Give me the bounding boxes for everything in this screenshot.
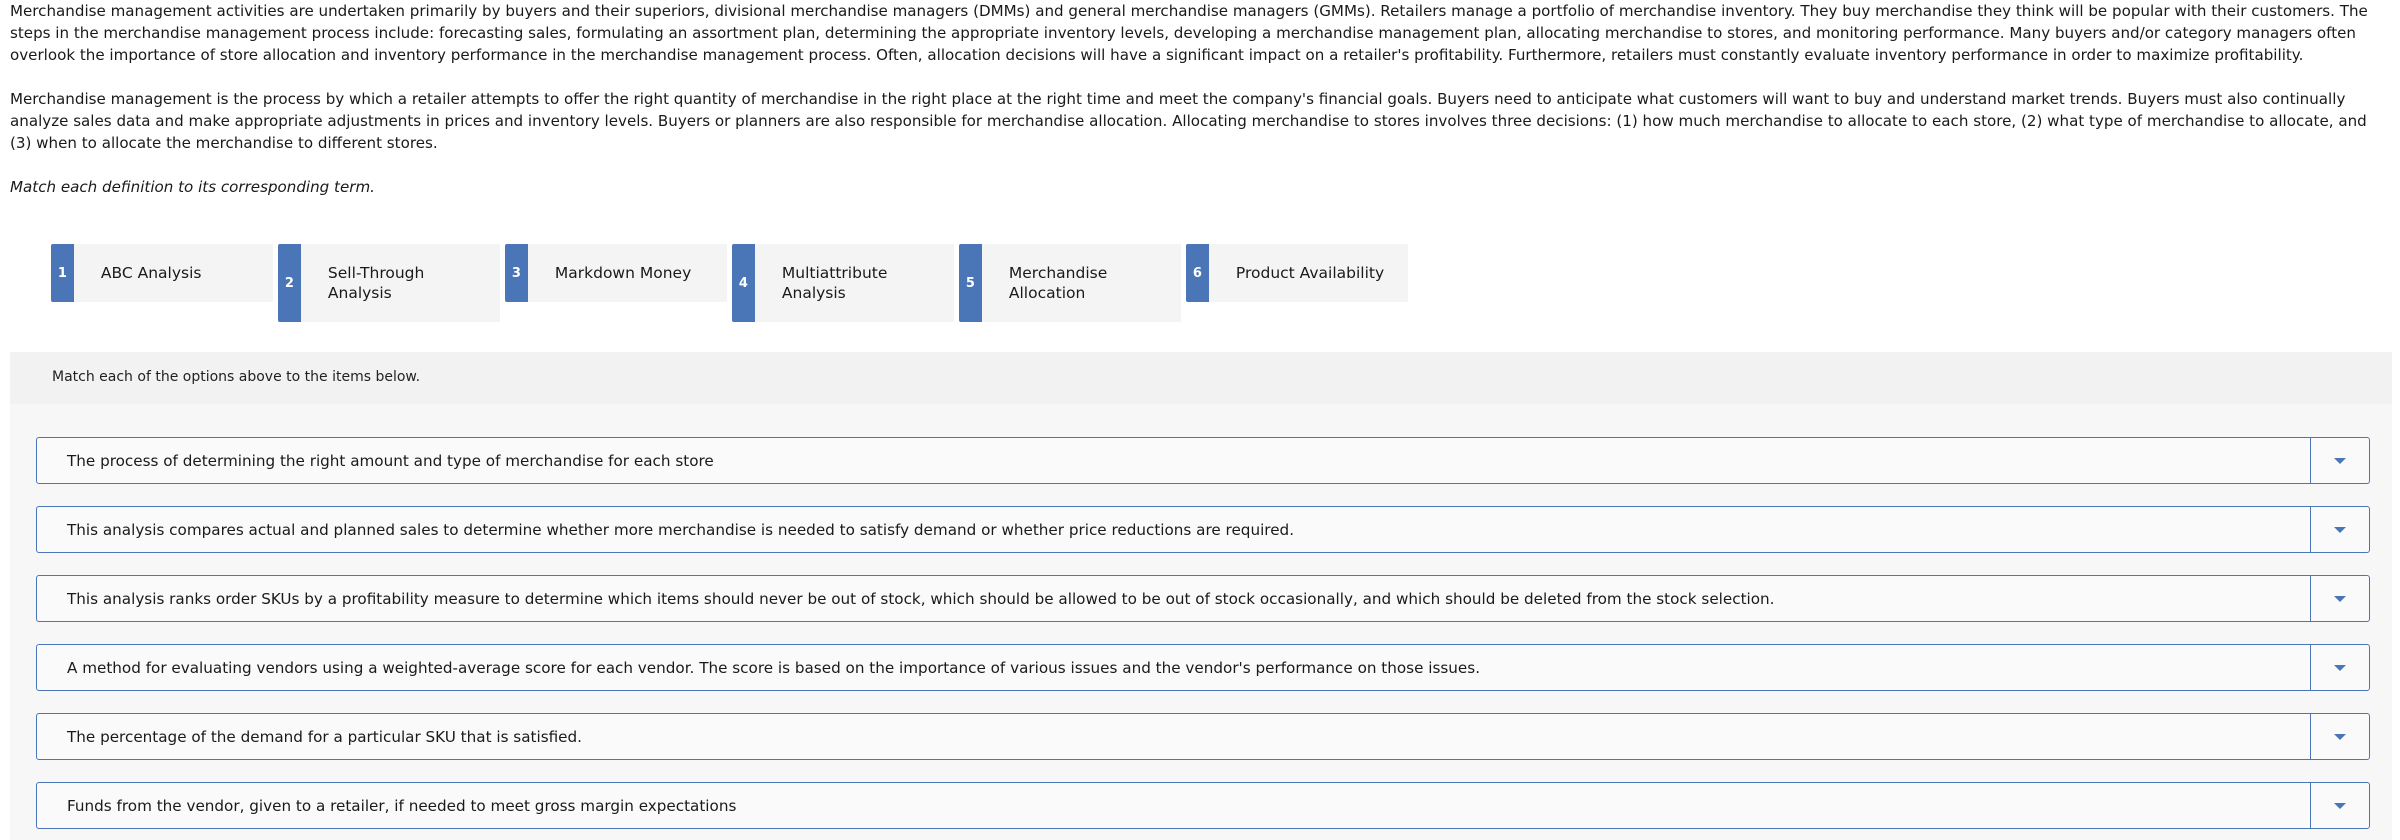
definition-text: A method for evaluating vendors using a weighted-average score for each vendor. The score is based on the importance of various issues and the vendor's performance on those issues.: [67, 658, 1481, 677]
match-item-1: [36, 437, 2370, 484]
chevron-down-icon: [2334, 596, 2346, 602]
match-item-3: [36, 575, 2370, 622]
option-tile-3[interactable]: [505, 244, 727, 302]
option-number-badge: 1: [51, 244, 74, 302]
option-label: ABC Analysis: [100, 264, 202, 282]
chevron-down-icon: [2334, 734, 2346, 740]
option-tile-4[interactable]: [732, 244, 954, 322]
match-item-4: [36, 644, 2370, 691]
definition-text: This analysis ranks order SKUs by a profitability measure to determine which items should never be out of stock, which should be allowed to be out of stock occasionally, and which should be deleted from the stock selection.: [67, 589, 1775, 608]
option-number-badge: 4: [732, 244, 755, 322]
option-number-badge: 2: [278, 244, 301, 322]
option-number-badge: 6: [1186, 244, 1209, 302]
intro-text: [10, 0, 2390, 220]
answer-dropdown[interactable]: [2310, 783, 2369, 828]
chevron-down-icon: [2334, 803, 2346, 809]
chevron-down-icon: [2334, 665, 2346, 671]
panel-header: Match each of the options above to the items below.: [52, 369, 421, 385]
answer-dropdown[interactable]: [2310, 507, 2369, 552]
match-item-6: [36, 782, 2370, 829]
answer-dropdown[interactable]: [2310, 576, 2369, 621]
chevron-down-icon: [2334, 458, 2346, 464]
intro-paragraph-1: Merchandise management activities are undertaken primarily by buyers and their superiors, divisional merchandise managers (DMMs) and general merchandise managers (GMMs). Retailers manage a portfolio of merchandise inventory. They buy merchandise they think will be popular with their customers. The steps in the merchandise management process include: forecasting sales, formulating an assortment plan, determining the appropriate inventory levels, developing a merchandise management plan, allocating merchandise to stores, and monitoring performance. Many buyers and/or category managers often overlook the importance of store allocation and inventory performance in the merchandise management process. Often, allocation decisions will have a significant impact on a retailer's profitability. Furthermore, retailers must constantly evaluate inventory performance in order to maximize profitability.: [10, 2, 2368, 64]
option-label: Product Availability: [1235, 264, 1385, 282]
option-label: Merchandise Allocation: [1008, 264, 1108, 302]
match-item-5: [36, 713, 2370, 760]
option-tile-5[interactable]: [959, 244, 1181, 322]
matching-panel: [10, 352, 2392, 840]
instruction-text: Match each definition to its corresponding term.: [10, 178, 375, 196]
answer-dropdown[interactable]: [2310, 645, 2369, 690]
option-tile-2[interactable]: [278, 244, 500, 322]
definition-text: Funds from the vendor, given to a retailer, if needed to meet gross margin expectations: [67, 796, 737, 815]
match-item-2: [36, 506, 2370, 553]
option-tile-1[interactable]: [51, 244, 273, 302]
definition-text: This analysis compares actual and planned sales to determine whether more merchandise is needed to satisfy demand or whether price reductions are required.: [67, 520, 1295, 539]
definition-text: The process of determining the right amount and type of merchandise for each store: [67, 451, 714, 470]
option-label: Sell-Through Analysis: [327, 264, 425, 302]
answer-dropdown[interactable]: [2310, 714, 2369, 759]
chevron-down-icon: [2334, 527, 2346, 533]
option-number-badge: 3: [505, 244, 528, 302]
definition-text: The percentage of the demand for a particular SKU that is satisfied.: [67, 727, 582, 746]
option-tile-6[interactable]: [1186, 244, 1408, 302]
option-label: Multiattribute Analysis: [781, 264, 888, 302]
option-label: Markdown Money: [554, 264, 692, 282]
option-number-badge: 5: [959, 244, 982, 322]
intro-paragraph-2: Merchandise management is the process by which a retailer attempts to offer the right quantity of merchandise in the right place at the right time and meet the company's financial goals. Buyers need to anticipate what customers will want to buy and understand market trends. Buyers must also continually analyze sales data and make appropriate adjustments in prices and inventory levels. Buyers or planners are also responsible for merchandise allocation. Allocating merchandise to stores involves three decisions: (1) how much merchandise to allocate to each store, (2) what type of merchandise to allocate, and (3) when to allocate the merchandise to different stores.: [10, 90, 2367, 152]
matching-items: [10, 404, 2392, 840]
answer-dropdown[interactable]: [2310, 438, 2369, 483]
